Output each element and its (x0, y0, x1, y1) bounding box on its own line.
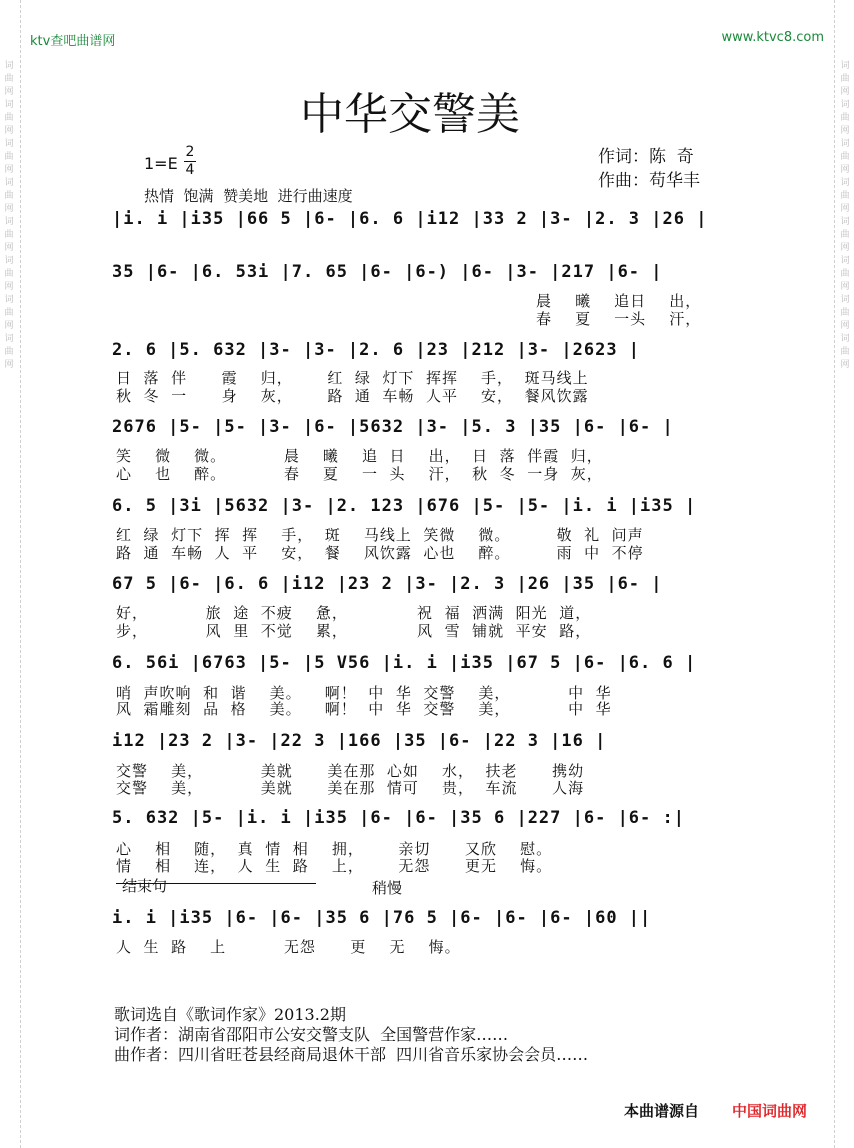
lyric-line-7a: 哨 声吹响 和 谐 美。 啊！ 中 华 交警 美， 中 华 (116, 684, 612, 702)
time-signature-top: 2 (185, 144, 195, 160)
lyric-line-8a: 交警 美， 美就 美在那 心如 水， 扶老 携幼 (116, 762, 585, 780)
lyric-line-5b: 路 通 车畅 人 平 安， 餐 风饮露 心也 醉。 雨 中 不停 (116, 544, 644, 562)
source-line-3: 曲作者：四川省旺苍县经商局退休干部 四川省音乐家协会会员…… (114, 1045, 589, 1064)
lyric-line-3a: 日 落 伴 霞 归， 红 绿 灯下 挥挥 手， 斑马线上 (116, 369, 589, 387)
lyric-line-8b: 交警 美， 美就 美在那 情可 贵， 车流 人海 (116, 779, 585, 797)
lyric-line-4b: 心 也 醉。 春 夏 一 头 汗， 秋 冬 一身 灰， (116, 465, 603, 483)
time-signature (183, 144, 197, 179)
score-line-3: 2. 6 |5. 632 |3- |3- |2. 6 |23 |212 |3- |2623 | (112, 340, 641, 360)
lyric-line-2b: 春 夏 一头 汗， (536, 310, 702, 328)
tempo-slow-mark: 稍慢 (372, 879, 403, 897)
score-line-2: 35 |6- |6. 53i |7. 65 |6- |6-) |6- |3- |217 |6- | (112, 262, 663, 282)
lyric-line-4a: 笑 微 微。 晨 曦 追 日 出， 日 落 伴霞 归， (116, 447, 603, 465)
composer-credit: 作曲：苟华丰 (598, 171, 700, 191)
key-signature: 1=E (144, 154, 178, 173)
left-margin-line (20, 0, 21, 1148)
footer-source-label: 本曲谱源自 (624, 1102, 700, 1120)
lyricist-credit: 作词：陈 奇 (598, 147, 694, 167)
score-line-10: i. i |i35 |6- |6- |35 6 |76 5 |6- |6- |6- |60 || (112, 908, 652, 928)
lyric-line-9a: 心 相 随， 真 情 相 拥， 亲切 又欣 慰。 (116, 840, 553, 858)
site-name-left: ktv查吧曲谱网 (30, 34, 116, 49)
left-edge-watermark: 词曲网词曲网词曲网词曲网词曲网词曲网词曲网词曲网 (4, 61, 14, 370)
source-line-2: 词作者：湖南省邵阳市公安交警支队 全国警营作家…… (114, 1025, 509, 1044)
time-signature-bottom: 4 (185, 162, 195, 178)
lyric-line-5a: 红 绿 灯下 挥 挥 手， 斑 马线上 笑微 微。 敬 礼 问声 (116, 526, 644, 544)
score-line-9: 5. 632 |5- |i. i |i35 |6- |6- |35 6 |227 |6- |6- :| (112, 808, 685, 828)
score-line-4: 2676 |5- |5- |3- |6- |5632 |3- |5. 3 |35 |6- |6- | (112, 417, 674, 437)
lyric-line-9b: 情 相 连， 人 生 路 上， 无怨 更无 悔。 (116, 857, 553, 875)
lyric-line-6b: 步， 风 里 不觉 累， 风 雪 铺就 平安 路， (116, 622, 592, 640)
score-line-7: 6. 56i |6763 |5- |5 V56 |i. i |i35 |67 5 |6- |6. 6 | (112, 653, 697, 673)
score-line-5: 6. 5 |3i |5632 |3- |2. 123 |676 |5- |5- |i. i |i35 | (112, 496, 697, 516)
right-edge-watermark: 词曲网词曲网词曲网词曲网词曲网词曲网词曲网词曲网 (840, 61, 850, 370)
lyric-line-2a: 晨 曦 追日 出， (536, 292, 702, 310)
footer-brand-link[interactable]: 中国词曲网 (732, 1102, 808, 1120)
ending-phrase-label: 结束句 (122, 877, 168, 895)
lyric-line-7b: 风 霜雕刻 品 格 美。 啊！ 中 华 交警 美， 中 华 (116, 700, 612, 718)
song-title: 中华交警美 (300, 89, 520, 140)
lyric-line-6a: 好， 旅 途 不疲 惫， 祝 福 洒满 阳光 道， (116, 604, 592, 622)
site-url-right[interactable]: www.ktvc8.com (721, 30, 824, 45)
right-margin-line (834, 0, 835, 1148)
score-line-8: i12 |23 2 |3- |22 3 |166 |35 |6- |22 3 |16 | (112, 731, 607, 751)
source-line-1: 歌词选自《歌词作家》2013.2期 (114, 1005, 346, 1024)
lyric-line-10a: 人 生 路 上 无怨 更 无 悔。 (116, 938, 461, 956)
score-line-6: 67 5 |6- |6. 6 |i12 |23 2 |3- |2. 3 |26 |35 |6- | (112, 574, 663, 594)
tempo-marking: 热情 饱满 赞美地 进行曲速度 (144, 187, 353, 205)
score-line-1: |i. i |i35 |66 5 |6- |6. 6 |i12 |33 2 |3- |2. 3 |26 | (112, 209, 708, 229)
lyric-line-3b: 秋 冬 一 身 灰， 路 通 车畅 人平 安， 餐风饮露 (116, 387, 589, 405)
